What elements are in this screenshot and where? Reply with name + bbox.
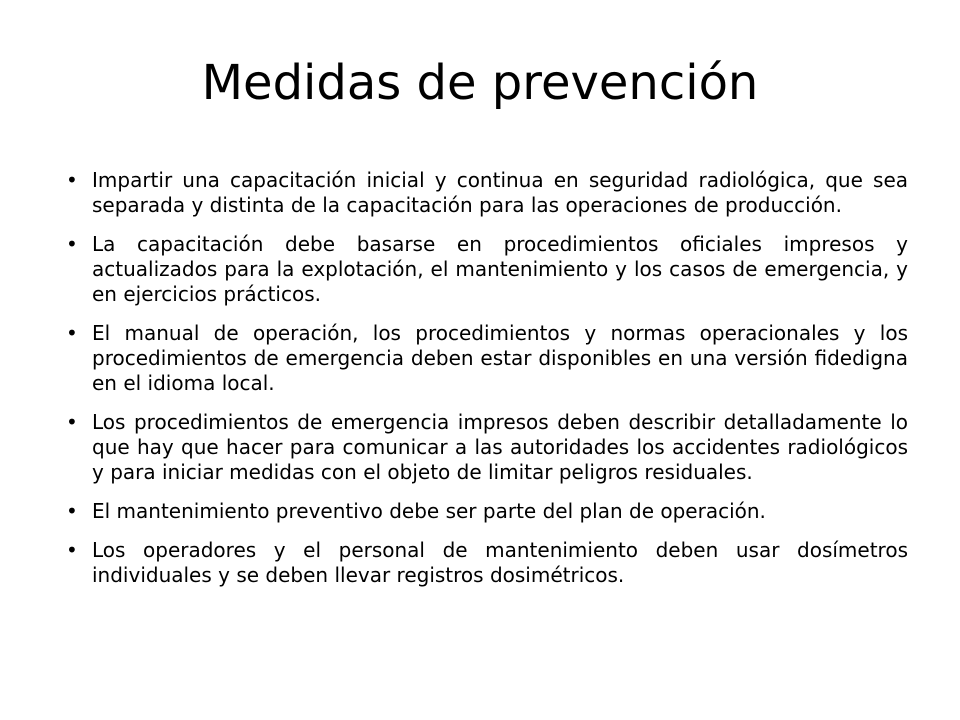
bullet-item (66, 232, 908, 307)
bullet-icon: • (66, 499, 78, 523)
bullet-text: Impartir una capacitación inicial y continua en seguridad radiológica, que sea separada y distinta de la capacitación para las operaciones de producción. (92, 168, 908, 217)
bullet-list (66, 168, 908, 602)
bullet-icon: • (66, 538, 78, 562)
bullet-text: El mantenimiento preventivo debe ser parte del plan de operación. (92, 499, 766, 523)
bullet-text: Los procedimientos de emergencia impresos deben describir detalladamente lo que hay que hacer para comunicar a las autoridades los accidentes radiológicos y para iniciar medidas con el objeto de limitar peligros residuales. (92, 410, 908, 484)
bullet-item (66, 410, 908, 485)
bullet-item (66, 321, 908, 396)
bullet-text: Los operadores y el personal de mantenimiento deben usar dosímetros individuales y se deben llevar registros dosimétricos. (92, 538, 908, 587)
bullet-icon: • (66, 410, 78, 434)
bullet-item (66, 499, 908, 524)
bullet-item (66, 168, 908, 218)
slide-title: Medidas de prevención (201, 55, 759, 111)
bullet-icon: • (66, 168, 78, 192)
bullet-text: La capacitación debe basarse en procedimientos oficiales impresos y actualizados para la explotación, el mantenimiento y los casos de emergencia, y en ejercicios prácticos. (92, 232, 908, 306)
bullet-icon: • (66, 232, 78, 256)
bullet-text: El manual de operación, los procedimientos y normas operacionales y los procedimientos de emergencia deben estar disponibles en una versión fidedigna en el idioma local. (92, 321, 908, 395)
bullet-item (66, 538, 908, 588)
bullet-icon: • (66, 321, 78, 345)
